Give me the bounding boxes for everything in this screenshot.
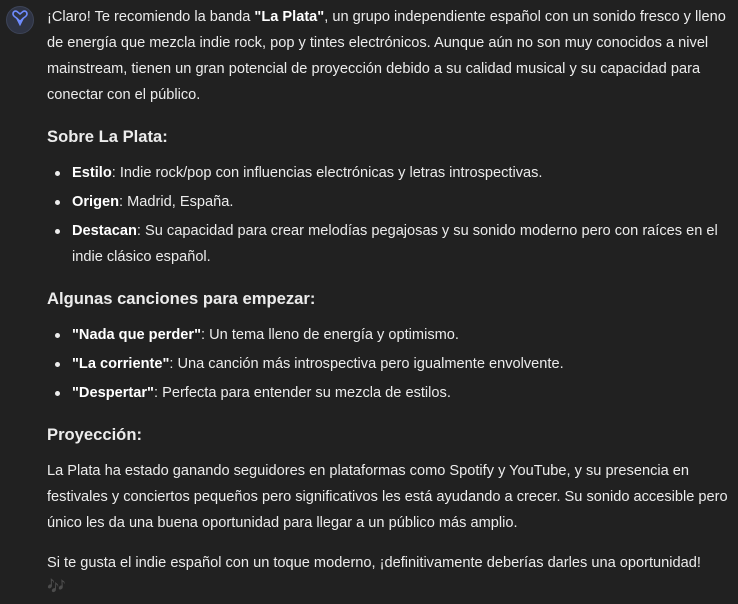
item-text: : Un tema lleno de energía y optimismo. — [201, 327, 459, 343]
item-text: : Madrid, España. — [119, 194, 234, 210]
assistant-avatar — [6, 6, 34, 34]
music-notes-icon: 🎶 — [47, 578, 66, 595]
song-title: "La corriente" — [72, 356, 170, 372]
item-text: : Perfecta para entender su mezcla de estilos. — [153, 385, 451, 401]
item-text: : Una canción más introspectiva pero igualmente envolvente. — [169, 356, 564, 372]
intro-paragraph — [47, 4, 729, 108]
item-label: Destacan — [72, 223, 137, 239]
list-item — [47, 380, 729, 406]
item-label: Origen — [72, 194, 120, 210]
list-item — [47, 160, 729, 186]
song-title: "Despertar" — [72, 385, 154, 401]
songs-list — [47, 322, 729, 406]
item-text: : Su capacidad para crear melodías pegajosas y su sonido moderno pero con raíces en el indie clásico español. — [72, 223, 718, 265]
item-label: Estilo — [72, 165, 112, 181]
list-item — [47, 322, 729, 348]
section-heading-songs: Algunas canciones para empezar: — [47, 289, 316, 308]
list-item — [47, 351, 729, 377]
intro-text-2: , un grupo independiente español con un sonido fresco y lleno de energía que mezcla indie rock, pop y tintes electrónicos. Aunque aún no son muy conocidos a nivel mainstream, tienen un gran potencial de proyección debido a su calidad musical y su capacidad para conectar con el público. — [47, 9, 726, 103]
about-list — [47, 160, 729, 270]
closing-paragraph: Si te gusta el indie español con un toque moderno, ¡definitivamente deberías darles una oportunidad! — [47, 555, 701, 571]
projection-paragraph: La Plata ha estado ganando seguidores en plataformas como Spotify y YouTube, y su presencia en festivales y conciertos pequeños pero significativos les está ayudando a crecer. Su sonido accesible pero único les da una buena oportunidad para llegar a un público más amplio. — [47, 463, 728, 531]
closing-block — [47, 550, 729, 598]
band-name: "La Plata" — [254, 9, 325, 25]
list-item — [47, 218, 729, 270]
item-text: : Indie rock/pop con influencias electrónicas y letras introspectivas. — [111, 165, 543, 181]
list-item — [47, 189, 729, 215]
gemini-logo-icon — [11, 9, 29, 32]
section-heading-about: Sobre La Plata: — [47, 127, 168, 146]
intro-text-1: ¡Claro! Te recomiendo la banda — [47, 9, 255, 25]
assistant-message — [47, 4, 729, 598]
section-heading-projection: Proyección: — [47, 425, 142, 444]
song-title: "Nada que perder" — [72, 327, 201, 343]
